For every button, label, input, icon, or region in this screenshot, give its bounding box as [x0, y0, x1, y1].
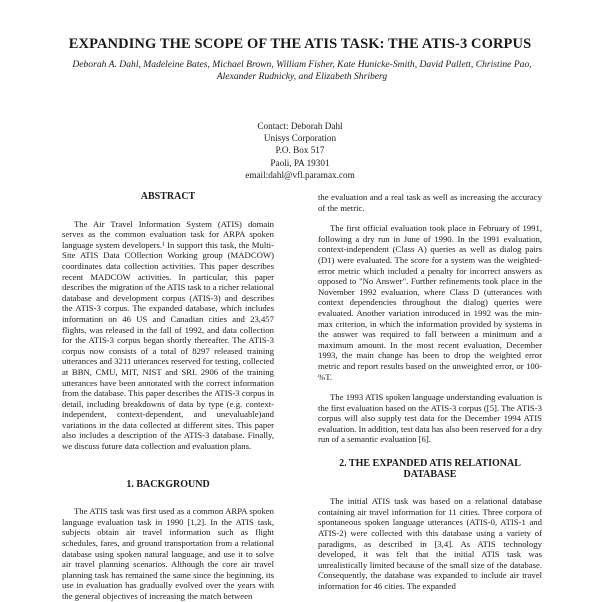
contact-email: email:dahl@vfl.paramax.com: [245, 169, 355, 180]
contact-po-box: P.O. Box 517: [275, 145, 325, 156]
contact-organization: Unisys Corporation: [263, 133, 337, 144]
section-1-text: The ATIS task was first used as a common ARPA spoken language evaluation task in 1990 [1,2]. In the ATIS task, subjects obtain air travel information such as flight schedules, fares, and ground transportation from a relational database using spoken natural language, and use it to solve air travel planning scenarios. Although the core air travel planning task has remained the same since the beginning, its use in evaluation has gradually evolved over the years with the general objectives of increasing the match between: [62, 506, 274, 601]
section-1-paragraph-2: The first official evaluation took place in February of 1991, following a dry run in June of 1990. In the 1991 evaluation, context-independent (Class A) queries as well as dialog pairs (D1) were evaluated. The score for a system was the weighted-error metric which included a penalty for incorrect answers as opposed to "No Answer". Further refinements took place in the November 1992 evaluation, where Class D (utterances with context dependencies throughout the dialog) queries were evaluated. Another variation introduced in 1992 was the min-max criterion, in which the information provided by systems in the answer was required to fall between a minimum and a maximum amount. In the most recent evaluation, December 1993, the main change has been to drop the weighted error metric and report results based on the unweighted error, or 100-%T.: [318, 223, 542, 382]
section-2-text: The initial ATIS task was based on a relational database containing air travel information for 11 cities. Three corpora of spontaneous spoken language utterances (ATIS-0, ATIS-1 and ATIS-2) were collected with this database using a variety of paradigms, as described in [3,4]. As ATIS technology developed, it was felt that the initial ATIS task was unrealistically limited because of the small size of the database. Consequently, the database was expanded to include air travel information for 46 cities. The expanded: [318, 496, 542, 591]
contact-block: [0, 120, 600, 181]
section-1-paragraph-3: The 1993 ATIS spoken language understanding evaluation is the first evaluation based on the ATIS-3 corpus ([5]. The ATIS-3 corpus will also supply test data for the December 1994 ATIS evaluation. In addition, test data has also been reserved for a dry run of a semantic evaluation [6].: [318, 392, 542, 445]
section-2-heading: 2. THE EXPANDED ATIS RELATIONAL DATABASE: [339, 458, 521, 480]
contact-city: Paoli, PA 19301: [270, 157, 330, 168]
right-column: [318, 192, 542, 592]
author-list: Deborah A. Dahl, Madeleine Bates, Michael Brown, William Fisher, Kate Hunicke-Smith, David Pallett, Christine Pao, Alexander Rudnicky, and Elizabeth Shriberg: [72, 59, 532, 83]
paper-title: EXPANDING THE SCOPE OF THE ATIS TASK: THE ATIS-3 CORPUS: [68, 36, 532, 52]
left-column: [62, 192, 274, 602]
section-1-continuation: the evaluation and a real task as well as increasing the accuracy of the metric.: [318, 192, 542, 213]
section-1-heading: 1. BACKGROUND: [126, 478, 210, 490]
abstract-text: The Air Travel Information System (ATIS) domain serves as the common evaluation task for ARPA spoken language system developers.¹ In support this task, the Multi-Site ATIS Data COllection Working group (MADCOW) coordinates data collection activities. This paper describes recent MADCOW activities. In particular, this paper describes the migration of the ATIS task to a richer relational database and development corpus (ATIS-3) and describes the ATIS-3 corpus. The expanded database, which includes information on 46 US and Canadian cities and 23,457 flights, was released in the fall of 1992, and data collection for the ATIS-3 corpus began shortly thereafter. The ATIS-3 corpus now consists of a total of 8297 released training utterances and 3211 utterances reserved for testing, collected at BBN, CMU, MIT, NIST and SRI. 2906 of the training utterances have been annotated with the correct information from the database. This paper describes the ATIS-3 corpus in detail, including breakdowns of data by type (e.g. context-independent, context-dependent, and unevaluable)and variations in the data collected at different sites. This paper also includes a description of the ATIS-3 database. Finally, we discuss future data collection and evaluation plans.: [62, 218, 274, 452]
abstract-heading: ABSTRACT: [140, 191, 196, 202]
contact-name: Contact: Deborah Dahl: [257, 121, 343, 131]
